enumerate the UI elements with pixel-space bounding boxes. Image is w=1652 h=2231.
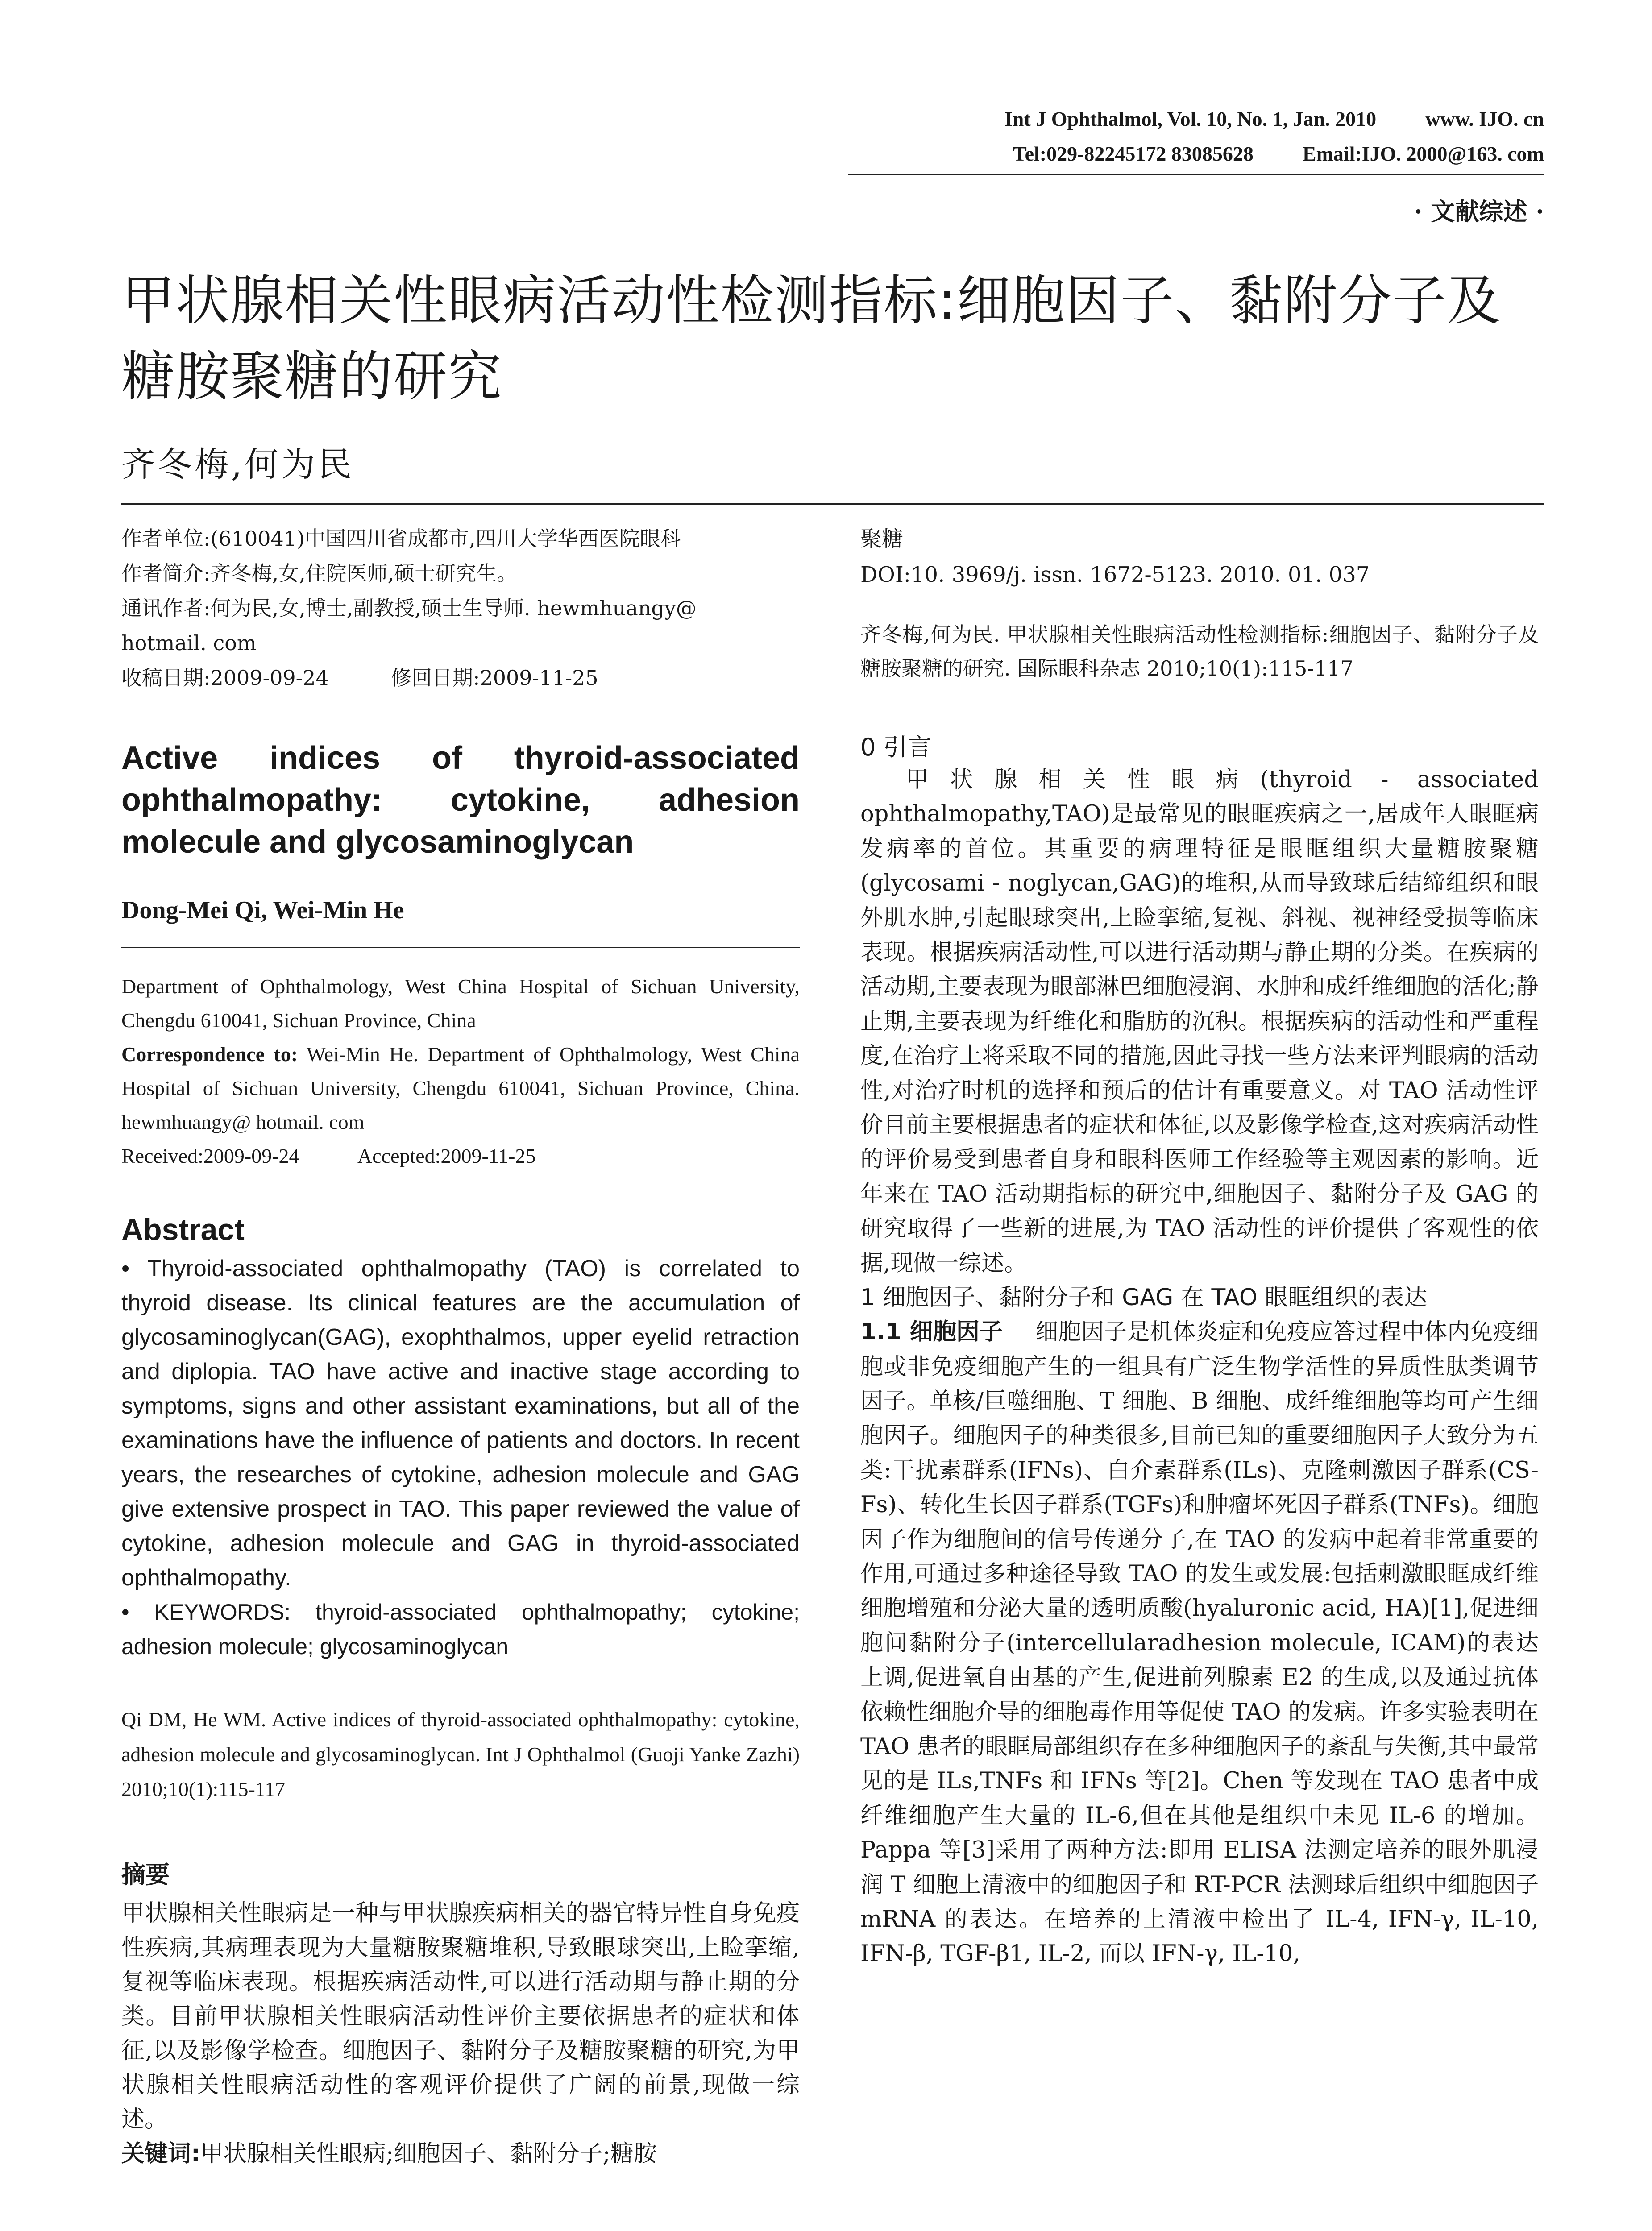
left-column	[121, 521, 800, 2171]
journal-tel: Tel:029-82245172 83085628	[1013, 142, 1254, 165]
affiliation-en: Department of Ophthalmology, West China Hospital of Sichuan University, Chengdu 610041, Sichuan Province, China	[121, 975, 800, 1032]
running-header	[848, 102, 1544, 171]
article-title-cn: 甲状腺相关性眼病活动性检测指标:细胞因子、黏附分子及糖胺聚糖的研究	[121, 270, 1502, 408]
keywords-continuation: 聚糖	[860, 527, 904, 552]
dates-cn	[121, 660, 800, 695]
header-rule	[848, 174, 1544, 175]
revised-date-cn: 修回日期:2009-11-25	[390, 666, 598, 690]
section-0-heading: 0 引言	[860, 733, 932, 761]
title-rule	[121, 503, 1544, 505]
section-1-1-text: 细胞因子是机体炎症和免疫应答过程中体内免疫细胞或非免疫细胞产生的一组具有广泛生物学活性的异质性肽类调节因子。单核/巨噬细胞、T 细胞、B 细胞、成纤维细胞等均可产生细胞因子。细胞因子的种类很多,目前已知的重要细胞因子大致分为五类:干扰素群系(IFNs)、白介素群系(ILs)、克隆刺激因子群系(CS-Fs)、转化生长因子群系(TGFs)和肿瘤坏死因子群系(TNFs)。细胞因子作为细胞间的信号传递分子,在 TAO 的发病中起着非常重要的作用,可通过多种途径导致 TAO 的发生或发展:包括刺激眼眶成纤维细胞增殖和分泌大量的透明质酸(hyaluronic acid, HA)[1],促进细胞间黏附分子(intercellularadhesion molecule, ICAM)的表达上调,促进氧自由基的产生,促进前列腺素 E2 的生成,以及通过抗体依赖性细胞介导的细胞毒作用等促使 TAO 的发病。许多实验表明在 TAO 患者的眼眶局部组织存在多种细胞因子的紊乱与失衡,其中最常见的是 ILs,TNFs 和 IFNs 等[2]。Chen 等发现在 TAO 患者中成纤维细胞产生大量的 IL-6,但在其他是组织中未见 IL-6 的增加。Pappa 等[3]采用了两种方法:即用 ELISA 法测定培养的眼外肌浸润 T 细胞上清液中的细胞因子和 RT-PCR 法测球后组织中细胞因子 mRNA 的表达。在培养的上清液中检出了 IL-4, IFN-γ, IL-10, IFN-β, TGF-β1, IL-2, 而以 IFN-γ, IL-10,	[860, 1319, 1539, 1967]
citation-cn: 齐冬梅,何为民. 甲状腺相关性眼病活动性检测指标:细胞因子、黏附分子及糖胺聚糖的研究. 国际眼科杂志 2010;10(1):115-117	[860, 622, 1539, 680]
keywords-cn-text: 甲状腺相关性眼病;细胞因子、黏附分子;糖胺	[200, 2140, 657, 2167]
meta-line: 作者简介:齐冬梅,女,住院医师,硕士研究生。	[121, 561, 518, 585]
section-tag: · 文献综述 ·	[1414, 197, 1544, 226]
correspondence	[121, 1037, 800, 1139]
section-1-1-heading: 1.1 细胞因子	[860, 1319, 1003, 1346]
abstract-cn-text: 甲状腺相关性眼病是一种与甲状腺疾病相关的器官特异性自身免疫性疾病,其病理表现为大量糖胺聚糖堆积,导致眼球突出,上睑挛缩,复视等临床表现。根据疾病活动性,可以进行活动期与静止期的分类。目前甲状腺相关性眼病活动性评价主要依据患者的症状和体征,以及影像学检查。细胞因子、黏附分子及糖胺聚糖的研究,为甲状腺相关性眼病活动性的客观评价提供了广阔的前景,现做一综述。	[121, 1900, 800, 2133]
keywords-cn	[121, 2137, 800, 2171]
article-title-en: Active indices of thyroid-associated ophthalmopathy: cytokine, adhesion molecule and glycosaminoglycan	[121, 740, 800, 860]
correspondence-text: Wei-Min He. Department of Ophthalmology, West China Hospital of Sichuan University, Chengdu 610041, Sichuan Province, China. hewmhuangy@ hotmail. com	[121, 1043, 800, 1133]
section-1-1-body	[860, 1315, 1539, 1971]
journal-url[interactable]: www. IJO. cn	[1425, 108, 1544, 130]
affiliation-block	[121, 970, 800, 1173]
correspondence-label: Correspondence to:	[121, 1043, 298, 1066]
doi[interactable]: DOI:10. 3969/j. issn. 1672-5123. 2010. 01. 037	[860, 562, 1370, 587]
abstract-text: • Thyroid-associated ophthalmopathy (TAO) is correlated to thyroid disease. Its clinical features are the accumulation of glycosaminoglycan(GAG), exophthalmos, upper eyelid retraction and diplopia. TAO have active and inactive stage according to symptoms, signs and other assistant examinations, but all of the examinations have the influence of patients and doctors. In recent years, the researches of cytokine, adhesion molecule and GAG give extensive prospect in TAO. This paper reviewed the value of cytokine, adhesion molecule and GAG in thyroid-associated ophthalmopathy.	[121, 1256, 800, 1591]
abstract-cn-heading: 摘要	[121, 1861, 170, 1889]
introduction-body	[860, 763, 1539, 1281]
accepted-date-en: Accepted:2009-11-25	[357, 1145, 536, 1167]
keywords-en: • KEYWORDS: thyroid-associated ophthalmopathy; cytokine; adhesion molecule; glycosaminoglycan	[121, 1600, 800, 1659]
citation-en: Qi DM, He WM. Active indices of thyroid-associated ophthalmopathy: cytokine, adhesion molecule and glycosaminoglycan. Int J Ophthalmol (Guoji Yanke Zazhi) 2010;10(1):115-117	[121, 1708, 800, 1800]
journal-email[interactable]: Email:IJO. 2000@163. com	[1302, 142, 1544, 165]
meta-line: 作者单位:(610041)中国四川省成都市,四川大学华西医院眼科	[121, 527, 681, 551]
meta-line: hotmail. com	[121, 631, 257, 655]
abstract-heading: Abstract	[121, 1213, 245, 1247]
received-date-cn: 收稿日期:2009-09-24	[121, 666, 329, 690]
keywords-cn-label: 关键词:	[121, 2140, 200, 2167]
author-meta-cn	[121, 521, 800, 695]
dates-en	[121, 1139, 800, 1173]
journal-citation: Int J Ophthalmol, Vol. 10, No. 1, Jan. 2010	[1004, 108, 1377, 130]
intro-paragraph: 甲状腺相关性眼病(thyroid - associated ophthalmopathy,TAO)是最常见的眼眶疾病之一,居成年人眼眶病发病率的首位。其重要的病理特征是眼眶组织大量糖胺聚糖(glycosami - noglycan,GAG)的堆积,从而导致球后结缔组织和眼外肌水肿,引起眼球突出,上睑挛缩,复视、斜视、视神经受损等临床表现。根据疾病活动性,可以进行活动期与静止期的分类。在疾病的活动期,主要表现为眼部淋巴细胞浸润、水肿和成纤维细胞的活化;静止期,主要表现为纤维化和脂肪的沉积。根据疾病的活动性和严重程度,在治疗上将采取不同的措施,因此寻找一些方法来评判眼病的活动性,对治疗时机的选择和预后的估计有重要意义。对 TAO 活动性评价目前主要根据患者的症状和体征,以及影像学检查,这对疾病活动性的评价易受到患者自身和眼科医师工作经验等主观因素的影响。近年来在 TAO 活动期指标的研究中,细胞因子、黏附分子及 GAG 的研究取得了一些新的进展,为 TAO 活动性的评价提供了客观性的依据,现做一综述。	[860, 767, 1539, 1277]
section-1-1-paragraph	[860, 1315, 1539, 1971]
section-1-heading: 1 细胞因子、黏附分子和 GAG 在 TAO 眼眶组织的表达	[860, 1284, 1428, 1311]
authors-en: Dong-Mei Qi, Wei-Min He	[121, 896, 404, 924]
right-column	[860, 521, 1539, 1971]
received-date-en: Received:2009-09-24	[121, 1145, 299, 1167]
authors-rule	[121, 947, 800, 948]
meta-line: 通讯作者:何为民,女,博士,副教授,硕士生导师. hewmhuangy@	[121, 596, 697, 620]
authors-cn: 齐冬梅,何为民	[121, 444, 355, 484]
